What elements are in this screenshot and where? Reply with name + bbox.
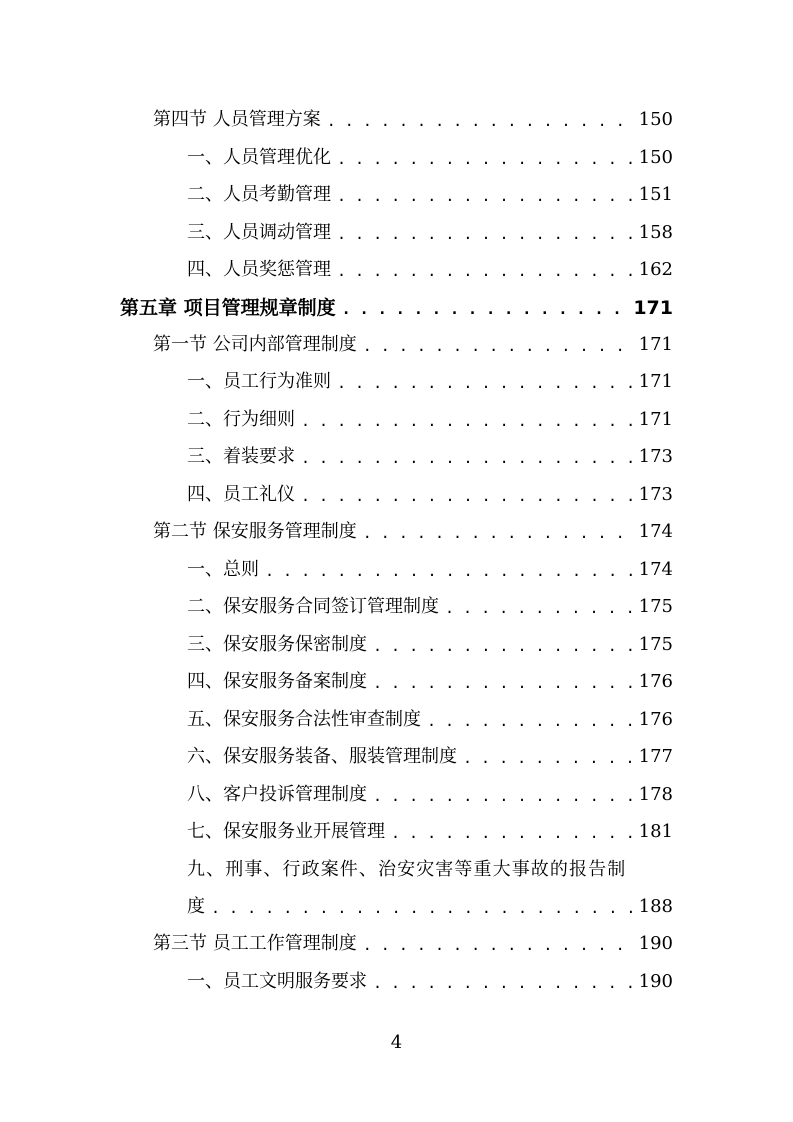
toc-entry[interactable] — [187, 402, 673, 432]
toc-entry-page: 158 — [638, 222, 673, 243]
dot-leader — [301, 447, 633, 469]
dot-leader — [373, 785, 633, 807]
toc-entry[interactable] — [187, 627, 673, 657]
toc-entry-label: 度 — [187, 896, 205, 917]
toc-entry-label: 七、保安服务业开展管理 — [187, 821, 385, 842]
toc-entry[interactable] — [187, 964, 673, 994]
dot-leader — [301, 410, 633, 432]
page-number: 4 — [390, 1032, 403, 1053]
toc-entry-page: 162 — [638, 259, 673, 280]
toc-entry[interactable] — [187, 140, 673, 170]
dot-leader — [265, 560, 633, 582]
toc-entry[interactable] — [187, 477, 673, 507]
dot-leader — [373, 635, 633, 657]
toc-entry-label: 二、行为细则 — [187, 409, 295, 430]
toc-entry-page: 150 — [638, 147, 673, 168]
toc-entry-label: 第三节 员工工作管理制度 — [153, 933, 357, 954]
toc-entry-page: 188 — [638, 896, 673, 917]
toc-entry-page: 171 — [638, 371, 673, 392]
toc-wrapped-entry-line1[interactable] — [187, 852, 673, 882]
toc-entry-page: 174 — [638, 521, 673, 542]
toc-entry[interactable] — [187, 589, 673, 619]
dot-leader — [363, 934, 633, 956]
toc-entry-label: 八、客户投诉管理制度 — [187, 784, 367, 805]
toc-entry-label: 一、员工行为准则 — [187, 371, 331, 392]
toc-entry[interactable] — [187, 364, 673, 394]
dot-leader — [337, 260, 633, 282]
dot-leader — [363, 335, 633, 357]
toc-wrapped-entry-line2[interactable] — [187, 889, 673, 919]
toc-entry-page: 190 — [638, 971, 673, 992]
toc-entry-label: 一、员工文明服务要求 — [187, 971, 367, 992]
toc-entry-page: 178 — [638, 784, 673, 805]
toc-entry[interactable] — [187, 252, 673, 282]
toc-entry-label: 二、人员考勤管理 — [187, 184, 331, 205]
toc-entry[interactable] — [187, 777, 673, 807]
toc-entry-label: 一、人员管理优化 — [187, 147, 331, 168]
toc-entry-page: 181 — [638, 821, 673, 842]
toc-entry-page: 190 — [638, 933, 673, 954]
toc-entry-page: 173 — [638, 446, 673, 467]
toc-entry[interactable] — [153, 102, 673, 132]
toc-entry[interactable] — [187, 739, 673, 769]
toc-entry[interactable] — [187, 552, 673, 582]
toc-entry[interactable] — [153, 926, 673, 956]
toc-entry[interactable] — [153, 327, 673, 357]
dot-leader — [445, 597, 633, 619]
dot-leader — [337, 148, 633, 170]
toc-entry-page: 171 — [633, 297, 673, 319]
dot-leader — [463, 747, 633, 769]
toc-entry-label: 三、保安服务保密制度 — [187, 634, 367, 655]
toc-entry-page: 171 — [638, 334, 673, 355]
toc-entry-page: 173 — [638, 484, 673, 505]
dot-leader — [427, 710, 633, 732]
toc-entry-label: 三、人员调动管理 — [187, 222, 331, 243]
dot-leader — [301, 485, 633, 507]
toc-entry-page: 177 — [638, 746, 673, 767]
toc-entry-page: 151 — [638, 184, 673, 205]
toc-entry-page: 174 — [638, 559, 673, 580]
toc-entry-label: 第二节 保安服务管理制度 — [153, 521, 357, 542]
dot-leader — [337, 372, 633, 394]
toc-entry[interactable] — [187, 439, 673, 469]
toc-chapter-entry[interactable] — [120, 290, 673, 320]
toc-entry[interactable] — [187, 664, 673, 694]
toc-entry-page: 175 — [638, 634, 673, 655]
toc-entry-page: 150 — [638, 109, 673, 130]
dot-leader — [211, 897, 633, 919]
toc-entry-label: 五、保安服务合法性审查制度 — [187, 709, 421, 730]
toc-entry-page: 176 — [638, 709, 673, 730]
toc-entry-label: 第一节 公司内部管理制度 — [153, 334, 357, 355]
toc-entry-label: 第五章 项目管理规章制度 — [120, 297, 336, 319]
toc-entry[interactable] — [187, 814, 673, 844]
toc-entry[interactable] — [187, 702, 673, 732]
toc-entry-label: 四、员工礼仪 — [187, 484, 295, 505]
toc-entry-label: 三、着装要求 — [187, 446, 295, 467]
dot-leader — [373, 972, 633, 994]
toc-entry[interactable] — [187, 215, 673, 245]
dot-leader — [373, 672, 633, 694]
toc-entry[interactable] — [187, 177, 673, 207]
dot-leader — [391, 822, 633, 844]
toc-entry-label: 一、总则 — [187, 559, 259, 580]
toc-entry-label: 二、保安服务合同签订管理制度 — [187, 596, 439, 617]
toc-entry-page: 176 — [638, 671, 673, 692]
toc-entry[interactable] — [153, 514, 673, 544]
toc-entry-label: 六、保安服务装备、服装管理制度 — [187, 746, 457, 767]
toc-entry-label: 九、刑事、行政案件、治安灾害等重大事故的报告制 — [187, 859, 627, 880]
dot-leader — [327, 110, 633, 132]
toc-entry-label: 第四节 人员管理方案 — [153, 109, 321, 130]
dot-leader — [342, 298, 628, 320]
dot-leader — [337, 223, 633, 245]
toc-entry-label: 四、保安服务备案制度 — [187, 671, 367, 692]
toc-entry-page: 175 — [638, 596, 673, 617]
dot-leader — [363, 522, 633, 544]
toc-entry-label: 四、人员奖惩管理 — [187, 259, 331, 280]
dot-leader — [337, 185, 633, 207]
toc-entry-page: 171 — [638, 409, 673, 430]
